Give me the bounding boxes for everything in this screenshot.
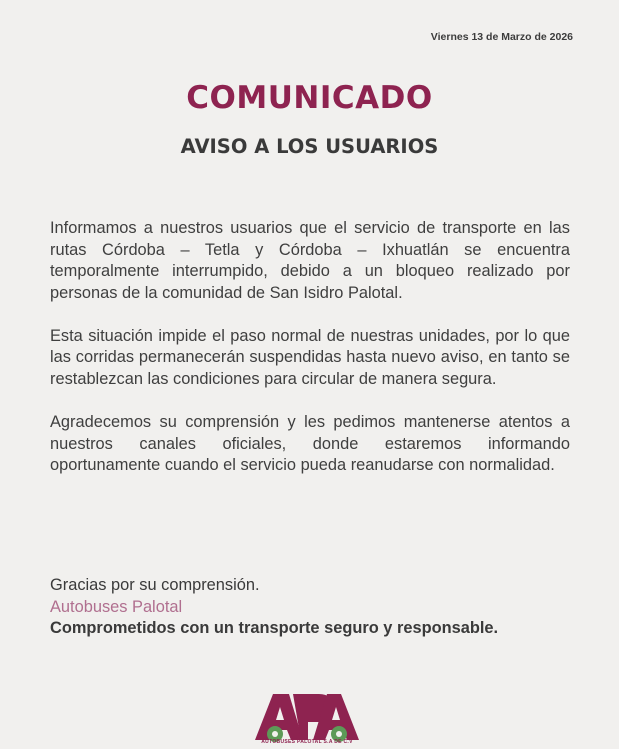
paragraph: Agradecemos su comprensión y les pedimos mantenerse atentos a nuestros canales oficiales, donde estaremos informando oportunamente cuando el servicio pueda reanudarse con normalidad.	[50, 413, 570, 475]
thanks-text: Gracias por su comprensión.	[50, 576, 260, 594]
page-title: COMUNICADO	[186, 80, 433, 116]
company-name: Autobuses Palotal	[50, 597, 183, 616]
date-text: Viernes 13 de Marzo de 2026	[430, 31, 573, 43]
company-logo	[253, 690, 361, 742]
apa-logo-icon	[253, 690, 361, 742]
closing-block	[50, 575, 580, 640]
page-subtitle: AVISO A LOS USUARIOS	[180, 135, 439, 158]
company-motto: Comprometidos con un transporte seguro y responsable.	[50, 619, 499, 638]
logo-caption: AUTOBUSES PALOTAL S.A DE C.V	[261, 739, 353, 745]
paragraph: Informamos a nuestros usuarios que el servicio de transporte en las rutas Córdoba – Tetla y Córdoba – Ixhuatlán se encuentra temporalmente interrumpido, debido a un bloqueo realizado por personas de la comunidad de San Isidro Palotal.	[50, 219, 570, 302]
announcement-body	[50, 218, 570, 498]
paragraph: Esta situación impide el paso normal de nuestras unidades, por lo que las corridas permanecerán suspendidas hasta nuevo aviso, en tanto se restablezcan las condiciones para circular de manera segura.	[50, 326, 570, 389]
